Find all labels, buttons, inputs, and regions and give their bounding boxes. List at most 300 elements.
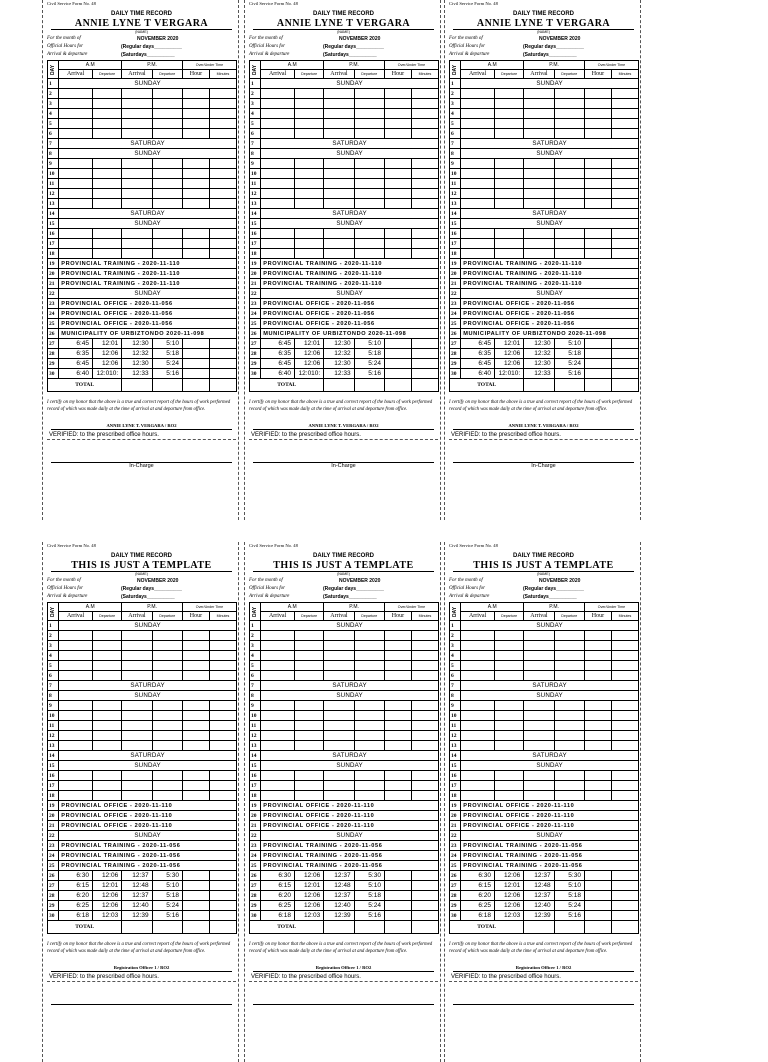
am-arrival-header: Arrival (461, 70, 495, 79)
empty-cell (122, 119, 152, 129)
empty-cell (461, 721, 495, 731)
empty-cell (611, 339, 638, 349)
empty-cell (294, 229, 323, 239)
day-row (250, 239, 439, 249)
day-number: 24 (48, 851, 59, 861)
header-row-1 (450, 61, 639, 70)
empty-cell (59, 159, 93, 169)
empty-cell (122, 129, 152, 139)
day-row (250, 901, 439, 911)
weekend-label: SUNDAY (261, 761, 439, 771)
empty-cell (294, 781, 323, 791)
empty-cell (384, 661, 411, 671)
weekend-label: SUNDAY (461, 219, 639, 229)
day-number: 3 (250, 641, 261, 651)
empty-cell (524, 791, 554, 801)
verified-text: VERIFIED: to the prescribed office hours. (47, 974, 236, 982)
empty-cell (294, 721, 323, 731)
day-number: 13 (250, 199, 261, 209)
empty-cell (584, 249, 611, 259)
dtr-form (444, 542, 641, 1062)
day-number: 9 (250, 701, 261, 711)
time-cell: 12:01 (92, 881, 121, 891)
day-number: 5 (450, 119, 461, 129)
total-label: TOTAL (250, 921, 324, 934)
day-number: 15 (250, 219, 261, 229)
empty-cell (152, 199, 182, 209)
empty-cell (122, 89, 152, 99)
total-cell (554, 379, 584, 392)
time-cell: 6:35 (461, 349, 495, 359)
form-number: Civil Service Form No. 48 (249, 1, 298, 6)
empty-cell (494, 89, 523, 99)
month-value: NOVEMBER 2020 (137, 36, 179, 42)
empty-cell (354, 199, 384, 209)
day-row (48, 239, 237, 249)
activity-note: PROVINCIAL OFFICE - 2020-11-056 (261, 319, 439, 329)
day-number: 10 (250, 169, 261, 179)
am-departure-header: Departure (494, 612, 523, 621)
day-number: 6 (48, 671, 59, 681)
empty-cell (261, 229, 295, 239)
empty-cell (122, 229, 152, 239)
empty-cell (494, 119, 523, 129)
activity-note: PROVINCIAL OFFICE - 2020-11-110 (461, 821, 639, 831)
day-number: 17 (250, 781, 261, 791)
empty-cell (209, 911, 236, 921)
day-number: 7 (48, 139, 59, 149)
empty-cell (524, 701, 554, 711)
official-hours-label: Official Hours for (249, 44, 286, 49)
arrival-row (47, 51, 236, 59)
day-row (250, 671, 439, 681)
day-row (250, 269, 439, 279)
day-row (250, 229, 439, 239)
activity-note: PROVINCIAL TRAINING - 2020-11-110 (461, 259, 639, 269)
empty-cell (461, 239, 495, 249)
overtime-header: Over/Under Time (584, 603, 638, 612)
day-number: 22 (250, 831, 261, 841)
day-row (48, 731, 237, 741)
time-cell: 12:01 (494, 339, 523, 349)
empty-cell (182, 871, 209, 881)
total-label: TOTAL (450, 379, 524, 392)
month-value: NOVEMBER 2020 (539, 36, 581, 42)
day-row (48, 741, 237, 751)
empty-cell (261, 711, 295, 721)
day-number: 7 (450, 139, 461, 149)
form-number: Civil Service Form No. 48 (449, 1, 498, 6)
empty-cell (261, 129, 295, 139)
day-number: 4 (250, 651, 261, 661)
empty-cell (584, 159, 611, 169)
empty-cell (354, 701, 384, 711)
day-row (250, 279, 439, 289)
official-hours-row (47, 43, 236, 51)
in-charge-label: In-Charge (253, 462, 434, 470)
empty-cell (461, 701, 495, 711)
empty-cell (122, 731, 152, 741)
empty-cell (411, 701, 438, 711)
empty-cell (59, 119, 93, 129)
day-row (250, 911, 439, 921)
day-row (450, 239, 639, 249)
time-cell: 5:30 (354, 871, 384, 881)
empty-cell (584, 339, 611, 349)
day-row (250, 851, 439, 861)
empty-cell (411, 169, 438, 179)
day-row (250, 891, 439, 901)
total-cell (584, 379, 611, 392)
total-label: TOTAL (450, 921, 524, 934)
empty-cell (611, 169, 638, 179)
day-row (250, 651, 439, 661)
empty-cell (92, 711, 121, 721)
day-row (48, 911, 237, 921)
day-number: 25 (250, 861, 261, 871)
empty-cell (411, 339, 438, 349)
empty-cell (92, 661, 121, 671)
empty-cell (611, 891, 638, 901)
empty-cell (611, 129, 638, 139)
empty-cell (182, 359, 209, 369)
total-cell (611, 921, 638, 934)
empty-cell (554, 711, 584, 721)
empty-cell (92, 249, 121, 259)
day-row (250, 309, 439, 319)
day-number: 18 (48, 791, 59, 801)
total-cell (384, 379, 411, 392)
empty-cell (324, 99, 354, 109)
empty-cell (209, 99, 236, 109)
weekend-label: SUNDAY (59, 289, 237, 299)
pm-header: P.M. (122, 61, 183, 70)
time-cell: 12:06 (294, 871, 323, 881)
day-row (48, 109, 237, 119)
empty-cell (59, 109, 93, 119)
empty-cell (209, 661, 236, 671)
total-row (250, 379, 439, 392)
day-number: 5 (48, 119, 59, 129)
empty-cell (209, 711, 236, 721)
empty-cell (494, 791, 523, 801)
name-caption: (NAME) (135, 30, 148, 34)
empty-cell (611, 661, 638, 671)
weekend-label: SUNDAY (261, 831, 439, 841)
day-number: 19 (48, 259, 59, 269)
empty-cell (584, 901, 611, 911)
day-row (450, 811, 639, 821)
total-cell (411, 921, 438, 934)
empty-cell (461, 781, 495, 791)
employee-name: ANNIE LYNE T VERGARA (253, 18, 434, 30)
empty-cell (209, 89, 236, 99)
empty-cell (209, 119, 236, 129)
time-cell: 5:30 (554, 871, 584, 881)
day-row (250, 751, 439, 761)
time-cell: 12:06 (294, 359, 323, 369)
total-cell (209, 921, 236, 934)
empty-cell (152, 661, 182, 671)
official-hours-label: Official Hours for (449, 586, 486, 591)
empty-cell (354, 229, 384, 239)
time-cell: 5:16 (554, 369, 584, 379)
empty-cell (324, 791, 354, 801)
time-cell: 6:35 (59, 349, 93, 359)
time-cell: 5:24 (354, 359, 384, 369)
empty-cell (494, 711, 523, 721)
month-row (47, 577, 236, 585)
empty-cell (411, 791, 438, 801)
empty-cell (584, 711, 611, 721)
day-row (250, 711, 439, 721)
empty-cell (209, 169, 236, 179)
day-header: DAY (250, 61, 261, 79)
empty-cell (182, 671, 209, 681)
empty-cell (584, 109, 611, 119)
day-header: DAY (450, 603, 461, 621)
time-cell: 6:18 (261, 911, 295, 921)
day-number: 17 (48, 781, 59, 791)
day-row (450, 159, 639, 169)
activity-note: PROVINCIAL TRAINING - 2020-11-110 (461, 279, 639, 289)
time-cell: 12:01 (294, 339, 323, 349)
empty-cell (384, 369, 411, 379)
time-cell: 5:10 (152, 881, 182, 891)
day-row (48, 89, 237, 99)
weekend-label: SUNDAY (461, 289, 639, 299)
month-label: For the month of (449, 578, 483, 583)
day-row (250, 299, 439, 309)
empty-cell (182, 901, 209, 911)
empty-cell (209, 249, 236, 259)
form-number: Civil Service Form No. 48 (47, 1, 96, 6)
day-row (450, 691, 639, 701)
day-row (450, 329, 639, 339)
empty-cell (152, 169, 182, 179)
time-cell: 12:06 (294, 901, 323, 911)
empty-cell (411, 99, 438, 109)
empty-cell (59, 99, 93, 109)
weekend-label: SATURDAY (261, 751, 439, 761)
empty-cell (92, 631, 121, 641)
empty-cell (611, 741, 638, 751)
pm-arrival-header: Arrival (524, 70, 554, 79)
time-cell: 12:010: (92, 369, 121, 379)
empty-cell (494, 771, 523, 781)
empty-cell (524, 159, 554, 169)
empty-cell (209, 641, 236, 651)
day-number: 13 (250, 741, 261, 751)
day-number: 18 (450, 249, 461, 259)
total-cell (209, 379, 236, 392)
empty-cell (294, 641, 323, 651)
name-caption: (NAME) (337, 572, 350, 576)
day-number: 18 (250, 791, 261, 801)
empty-cell (182, 641, 209, 651)
empty-cell (461, 169, 495, 179)
empty-cell (122, 189, 152, 199)
empty-cell (611, 159, 638, 169)
empty-cell (354, 661, 384, 671)
day-row (48, 851, 237, 861)
empty-cell (384, 911, 411, 921)
day-number: 23 (250, 299, 261, 309)
day-row (250, 369, 439, 379)
weekend-label: SATURDAY (461, 751, 639, 761)
day-row (250, 219, 439, 229)
weekend-label: SUNDAY (461, 79, 639, 89)
day-number: 30 (250, 911, 261, 921)
empty-cell (122, 711, 152, 721)
empty-cell (584, 631, 611, 641)
day-number: 15 (48, 761, 59, 771)
day-number: 10 (48, 169, 59, 179)
day-number: 9 (48, 159, 59, 169)
empty-cell (152, 159, 182, 169)
day-row (250, 159, 439, 169)
signer-name: ANNIE LYNE T. VERGARA / RO2 (453, 423, 634, 430)
empty-cell (122, 791, 152, 801)
form-number: Civil Service Form No. 48 (47, 543, 96, 548)
day-number: 18 (48, 249, 59, 259)
activity-note: PROVINCIAL TRAINING - 2020-11-056 (461, 861, 639, 871)
day-number: 25 (48, 319, 59, 329)
activity-note: MUNICIPALITY OF URBIZTONDO 2020-11-098 (261, 329, 439, 339)
day-row (250, 109, 439, 119)
day-row (450, 369, 639, 379)
empty-cell (554, 781, 584, 791)
empty-cell (354, 721, 384, 731)
time-cell: 5:16 (354, 369, 384, 379)
day-number: 16 (250, 229, 261, 239)
day-number: 14 (250, 751, 261, 761)
empty-cell (611, 911, 638, 921)
time-cell: 5:18 (152, 349, 182, 359)
empty-cell (324, 631, 354, 641)
certification-text: I certify on my honor that the above is a true and correct report of the hours of work performed record of which was made daily at the time of arrival at and departure from office. (47, 942, 231, 954)
month-label: For the month of (449, 36, 483, 41)
empty-cell (182, 349, 209, 359)
day-header: DAY (450, 61, 461, 79)
day-rows (250, 79, 439, 379)
empty-cell (524, 199, 554, 209)
empty-cell (59, 89, 93, 99)
total-row (48, 379, 237, 392)
am-header: A.M (461, 603, 524, 612)
day-number: 28 (48, 349, 59, 359)
time-cell: 12:010: (294, 369, 323, 379)
time-cell: 5:10 (354, 339, 384, 349)
time-cell: 6:40 (461, 369, 495, 379)
day-row (250, 801, 439, 811)
day-row (450, 299, 639, 309)
empty-cell (494, 179, 523, 189)
time-cell: 5:18 (354, 349, 384, 359)
day-row (48, 821, 237, 831)
empty-cell (461, 741, 495, 751)
time-cell: 12:48 (324, 881, 354, 891)
pm-header: P.M. (524, 603, 585, 612)
day-row (48, 771, 237, 781)
day-row (48, 841, 237, 851)
day-number: 6 (450, 129, 461, 139)
empty-cell (384, 109, 411, 119)
day-rows (450, 621, 639, 921)
signer-name: ANNIE LYNE T. VERGARA / RO2 (253, 423, 434, 430)
empty-cell (59, 651, 93, 661)
time-cell: 5:16 (554, 911, 584, 921)
name-caption: (NAME) (537, 30, 550, 34)
minutes-header: Minutes (411, 70, 438, 79)
pm-departure-header: Departure (354, 612, 384, 621)
empty-cell (384, 159, 411, 169)
empty-cell (182, 771, 209, 781)
day-row (450, 219, 639, 229)
empty-cell (411, 651, 438, 661)
day-row (450, 129, 639, 139)
day-row (250, 781, 439, 791)
empty-cell (384, 99, 411, 109)
total-cell (324, 921, 354, 934)
day-number: 2 (450, 631, 461, 641)
day-number: 6 (48, 129, 59, 139)
official-hours-row (249, 585, 438, 593)
activity-note: PROVINCIAL OFFICE - 2020-11-056 (461, 319, 639, 329)
weekend-label: SUNDAY (261, 289, 439, 299)
day-row (48, 801, 237, 811)
day-number: 10 (48, 711, 59, 721)
day-row (250, 209, 439, 219)
empty-cell (384, 189, 411, 199)
empty-cell (611, 731, 638, 741)
day-row (48, 329, 237, 339)
regular-days-label: (Regular days__________ (523, 44, 584, 50)
empty-cell (611, 229, 638, 239)
empty-cell (554, 189, 584, 199)
empty-cell (209, 229, 236, 239)
day-number: 21 (250, 279, 261, 289)
activity-note: PROVINCIAL OFFICE - 2020-11-110 (461, 811, 639, 821)
day-row (450, 339, 639, 349)
empty-cell (554, 731, 584, 741)
day-row (250, 741, 439, 751)
empty-cell (182, 891, 209, 901)
empty-cell (584, 199, 611, 209)
empty-cell (324, 741, 354, 751)
empty-cell (182, 631, 209, 641)
empty-cell (354, 179, 384, 189)
time-cell: 5:18 (554, 349, 584, 359)
empty-cell (354, 641, 384, 651)
day-row (250, 129, 439, 139)
day-number: 7 (450, 681, 461, 691)
time-cell: 12:32 (122, 349, 152, 359)
day-number: 2 (48, 89, 59, 99)
empty-cell (261, 781, 295, 791)
saturdays-label: (Saturdays__________ (323, 594, 377, 600)
empty-cell (122, 771, 152, 781)
activity-note: PROVINCIAL TRAINING - 2020-11-110 (59, 279, 237, 289)
dtr-table (47, 60, 237, 392)
empty-cell (182, 249, 209, 259)
empty-cell (411, 901, 438, 911)
day-row (48, 349, 237, 359)
empty-cell (294, 189, 323, 199)
empty-cell (584, 701, 611, 711)
empty-cell (494, 99, 523, 109)
day-row (250, 259, 439, 269)
